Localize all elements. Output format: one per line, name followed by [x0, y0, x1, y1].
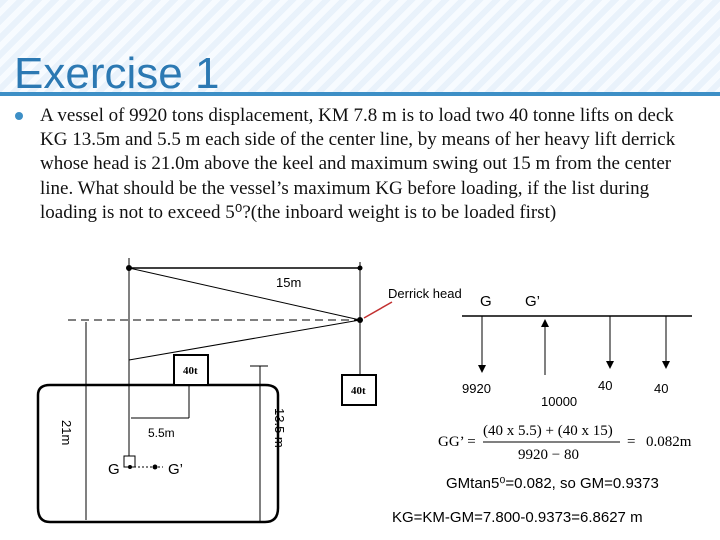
solution-line-1: GMtan5⁰=0.082, so GM=0.9373: [446, 475, 659, 492]
label-13-5m: 13.5 m: [272, 408, 287, 448]
solution-line-2: KG=KM-GM=7.800-0.9373=6.8627 m: [392, 509, 643, 526]
label-5-5m: 5.5m: [148, 426, 175, 440]
moment-label-G-prime: G’: [525, 293, 540, 310]
label-15m: 15m: [276, 275, 302, 290]
weight-10000: 10000: [541, 394, 578, 409]
label-40t-inboard: 40t: [183, 365, 198, 377]
weight-9920: 9920: [462, 381, 491, 396]
formula-equals: =: [627, 434, 636, 450]
formula-numerator: (40 x 5.5) + (40 x 15): [483, 423, 613, 439]
label-derrick-head: Derrick head: [388, 286, 462, 301]
slide-title: Exercise 1: [14, 49, 220, 98]
derrick-arm-upper: [129, 268, 360, 320]
label-ship-G: G: [108, 461, 120, 478]
formula-result: 0.082m: [646, 434, 692, 450]
weight-40a: 40: [598, 378, 613, 393]
G-prime-point: [153, 465, 158, 470]
label-ship-G-prime: G’: [168, 461, 183, 478]
problem-text: A vessel of 9920 tons displacement, KM 7.8 m is to load two 40 tonne lifts on deck KG 13.5m and 5.5 m each side of the center line, by means of her heavy lift derrick whose head is 21.0m above the keel and maximum swing out 15 m from the center line. What should be the vessel’s maximum KG before loading, if the list during loading is not to exceed 5⁰?(the inboard weight is to be loaded first): [40, 105, 676, 223]
formula-lhs: GG’ =: [438, 434, 476, 450]
label-21m: 21m: [59, 420, 74, 446]
ship-hull: [38, 385, 278, 522]
formula-denominator: 9920 − 80: [518, 447, 579, 463]
derrick-arm-lower: [129, 320, 360, 360]
derrick-head-pointer: [364, 302, 392, 318]
moment-label-G: G: [480, 293, 492, 310]
label-40t-outboard: 40t: [351, 385, 366, 397]
weight-40b: 40: [654, 381, 669, 396]
